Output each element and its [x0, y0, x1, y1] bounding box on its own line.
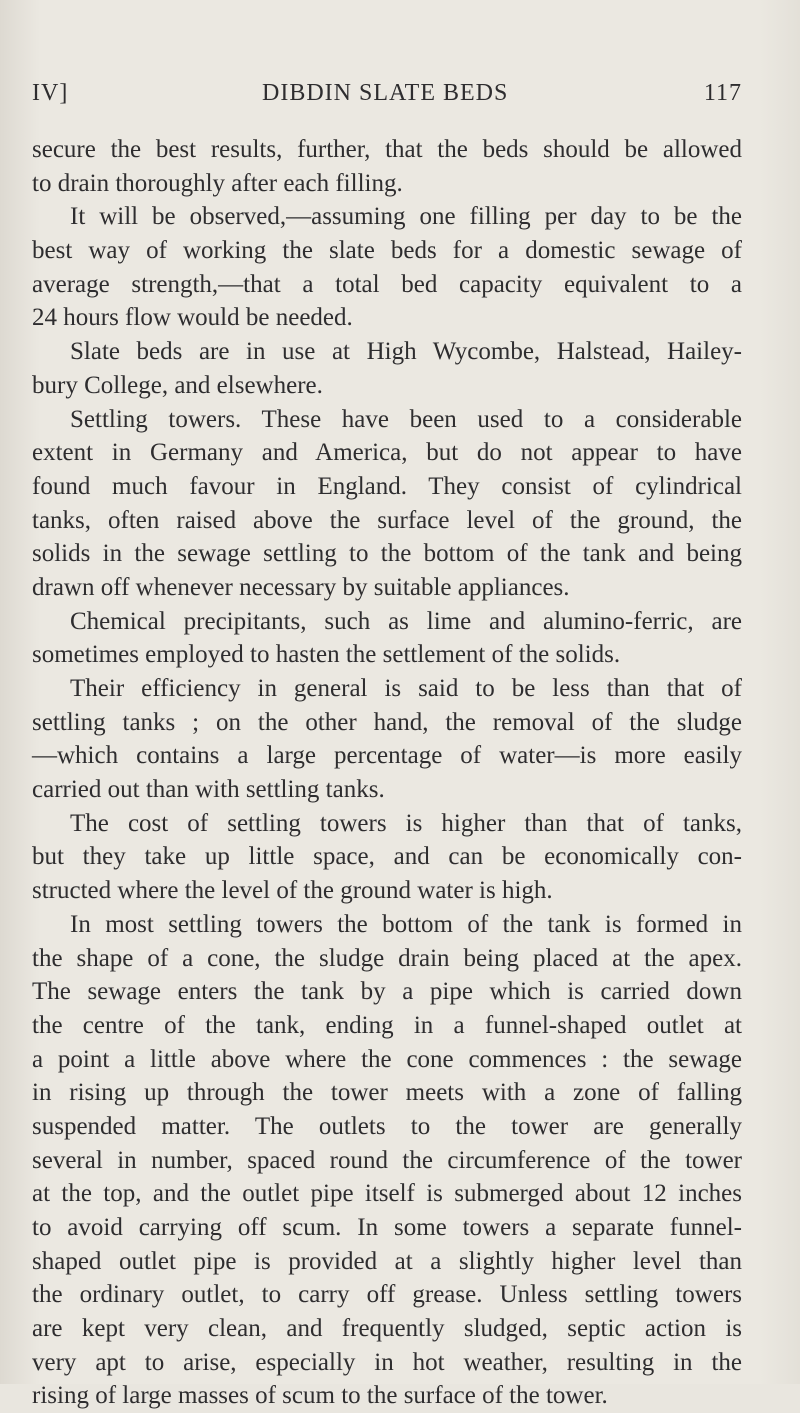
text-line: solids in the sewage settling to the bottom of the tank and being [32, 540, 742, 568]
text-line: The cost of settling towers is higher than that of tanks, [70, 809, 742, 837]
text-line: very apt to arise, especially in hot weather, resulting in the [32, 1348, 742, 1376]
text-line: Chemical precipitants, such as lime and alumino-ferric, are [70, 607, 742, 635]
text-line: Settling towers. These have been used to a considerable [70, 405, 742, 433]
text-line: bury College, and elsewhere. [32, 371, 323, 399]
text-line: settling tanks ; on the other hand, the removal of the sludge [32, 708, 742, 736]
running-title: DIBDIN SLATE BEDS [262, 80, 509, 106]
text-line: to avoid carrying off scum. In some towers a separate funnel- [32, 1214, 742, 1241]
text-line: structed where the level of the ground water is high. [32, 877, 553, 905]
text-line: drawn off whenever necessary by suitable appliances. [32, 573, 570, 601]
text-line: suspended matter. The outlets to the tower are generally [32, 1112, 742, 1140]
text-line: at the top, and the outlet pipe itself is submerged about 12 inches [32, 1180, 742, 1208]
text-line: The sewage enters the tank by a pipe which is carried down [32, 978, 742, 1006]
body-text [32, 133, 742, 1413]
text-line: the centre of the tank, ending in a funnel-shaped outlet at [32, 1011, 742, 1039]
text-line: the ordinary outlet, to carry off grease. Unless settling towers [32, 1281, 742, 1309]
text-line: in rising up through the tower meets with a zone of falling [32, 1079, 742, 1107]
chapter-marker: IV] [32, 80, 69, 106]
text-line: Slate beds are in use at High Wycombe, Halstead, Hailey- [70, 338, 742, 366]
text-line: average strength,—that a total bed capacity equivalent to a [32, 270, 742, 298]
text-line: rising of large masses of scum to the surface of the tower. [32, 1382, 608, 1410]
text-line: Their efficiency in general is said to be less than that of [70, 675, 742, 702]
text-line: extent in Germany and America, but do not appear to have [32, 439, 742, 467]
text-line: 24 hours flow would be needed. [32, 304, 353, 332]
text-line: carried out than with settling tanks. [32, 776, 385, 804]
text-line: a point a little above where the cone commences : the sewage [32, 1045, 742, 1073]
text-line: best way of working the slate beds for a domestic sewage of [32, 237, 742, 265]
text-line: several in number, spaced round the circumference of the tower [32, 1146, 742, 1174]
running-head [32, 80, 742, 110]
text-line: In most settling towers the bottom of the tank is formed in [70, 910, 742, 938]
page-number: 117 [703, 80, 742, 106]
text-line: It will be observed,—assuming one filling per day to be the [70, 203, 742, 231]
text-line: shaped outlet pipe is provided at a slightly higher level than [32, 1247, 742, 1275]
text-line: tanks, often raised above the surface level of the ground, the [32, 506, 742, 534]
text-line: sometimes employed to hasten the settlement of the solids. [32, 641, 621, 669]
text-line: found much favour in England. They consist of cylindrical [32, 472, 742, 500]
text-line: secure the best results, further, that the beds should be allowed [32, 136, 742, 163]
text-line: —which contains a large percentage of water—is more easily [32, 742, 742, 770]
text-line: to drain thoroughly after each filling. [32, 169, 403, 197]
text-line: are kept very clean, and frequently sludged, septic action is [32, 1315, 742, 1343]
text-line: but they take up little space, and can be economically con- [32, 843, 742, 871]
text-line: the shape of a cone, the sludge drain being placed at the apex. [32, 944, 742, 972]
